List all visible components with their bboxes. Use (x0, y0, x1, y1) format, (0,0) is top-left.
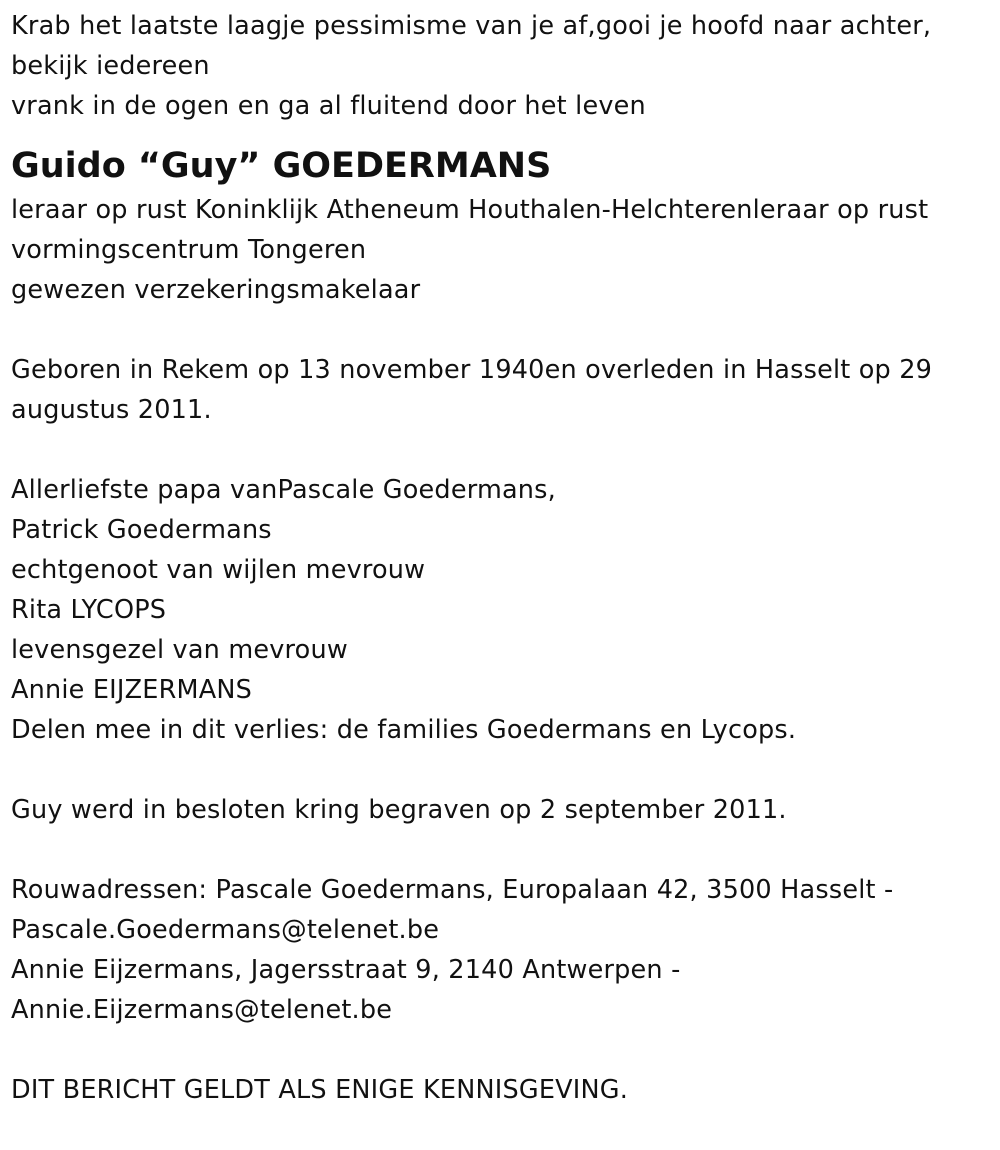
family-line: Patrick Goedermans (11, 515, 272, 545)
birth-death-line: augustus 2011. (11, 395, 212, 425)
birth-death (11, 350, 982, 430)
family-line: echtgenoot van wijlen mevrouw (11, 555, 426, 585)
deceased-name: Guido “Guy” GOEDERMANS (11, 146, 552, 186)
family-line: Allerliefste papa vanPascale Goedermans, (11, 475, 556, 505)
spacer (11, 310, 982, 350)
birth-death-line: Geboren in Rekem op 13 november 1940en overleden in Hasselt op 29 (11, 355, 933, 385)
family-line: Annie EIJZERMANS (11, 675, 253, 705)
addresses (11, 870, 982, 1030)
address-line: Annie Eijzermans, Jagersstraat 9, 2140 Antwerpen - (11, 955, 681, 985)
spacer (11, 430, 982, 470)
family-line: Delen mee in dit verlies: de families Goedermans en Lycops. (11, 715, 797, 745)
poem-line: bekijk iedereen (11, 51, 210, 81)
poem (11, 6, 982, 126)
poem-line: Krab het laatste laagje pessimisme van je af,gooi je hoofd naar achter, (11, 11, 932, 41)
occupation-line: leraar op rust Koninklijk Atheneum Houthalen-Helchterenleraar op rust (11, 195, 929, 225)
family (11, 470, 982, 750)
address-line: Rouwadressen: Pascale Goedermans, Europalaan 42, 3500 Hasselt - (11, 875, 894, 905)
poem-line: vrank in de ogen en ga al fluitend door het leven (11, 91, 646, 121)
obituary-document (0, 6, 1000, 1150)
address-email: Annie.Eijzermans@telenet.be (11, 995, 393, 1025)
spacer (11, 1030, 982, 1070)
burial-notice: Guy werd in besloten kring begraven op 2 september 2011. (11, 795, 787, 825)
occupation-line: gewezen verzekeringsmakelaar (11, 275, 421, 305)
notice-text: DIT BERICHT GELDT ALS ENIGE KENNISGEVING. (11, 1075, 629, 1105)
address-email: Pascale.Goedermans@telenet.be (11, 915, 440, 945)
family-line: levensgezel van mevrouw (11, 635, 348, 665)
spacer (11, 750, 982, 790)
occupation (11, 190, 982, 310)
family-line: Rita LYCOPS (11, 595, 167, 625)
occupation-line: vormingscentrum Tongeren (11, 235, 367, 265)
spacer (11, 830, 982, 870)
